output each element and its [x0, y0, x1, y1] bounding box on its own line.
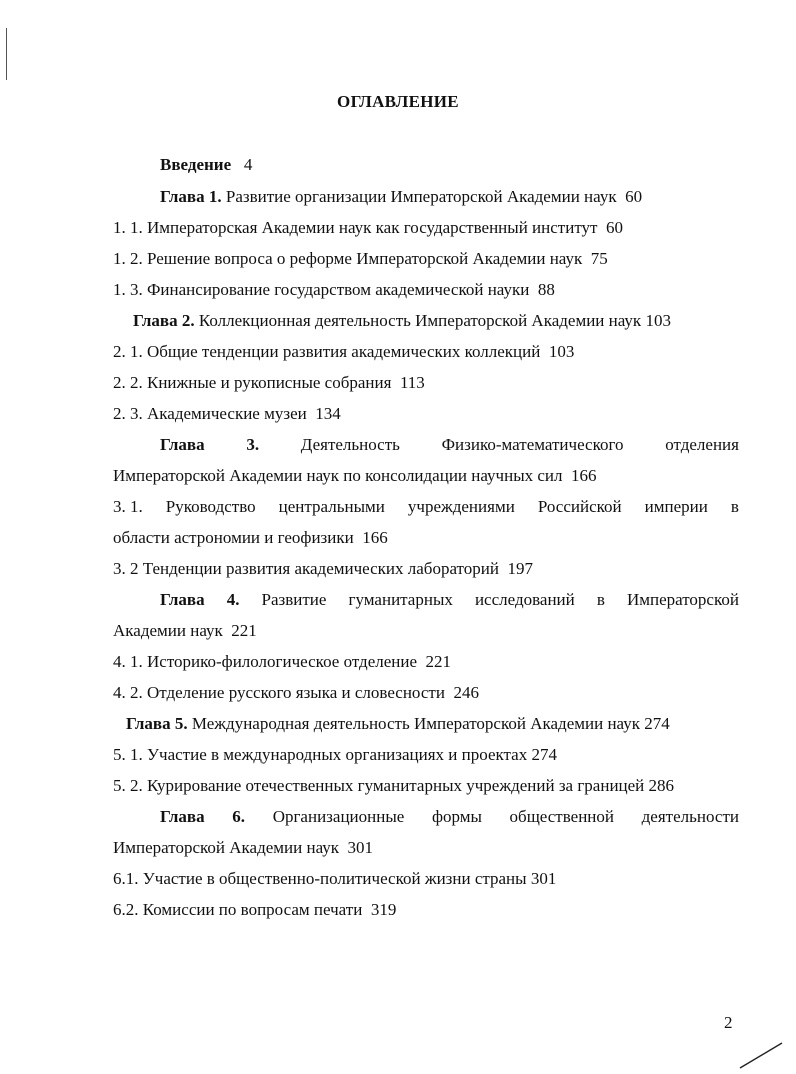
toc-entry-chapter-6 [160, 807, 739, 827]
toc-3-1-word-3: центральными [278, 497, 385, 516]
toc-entry-intro [160, 155, 739, 175]
toc-3-2-page: 197 [507, 559, 533, 578]
toc-ch2-page: 103 [645, 311, 671, 330]
toc-ch6-page: 301 [347, 838, 374, 857]
toc-ch3-word-5: отделения [665, 435, 739, 454]
toc-ch3-word-1: Глава [160, 435, 205, 454]
toc-entry-chapter-2 [133, 311, 739, 331]
toc-ch5-text: Международная деятельность Императорской Академии наук [191, 714, 640, 733]
toc-ch6-word-6: деятельности [641, 807, 739, 826]
toc-6-2-page: 319 [370, 900, 397, 919]
toc-entry-1-2 [113, 249, 739, 269]
toc-1-2-page: 75 [590, 249, 608, 268]
toc-3-1-word-7: в [730, 497, 739, 516]
toc-4-2-page: 246 [453, 683, 479, 702]
toc-ch3-line2: Императорской Академии наук по консолидации научных сил [113, 466, 563, 485]
toc-3-1-page: 166 [362, 528, 388, 547]
toc-ch6-word-4: формы [431, 807, 482, 826]
toc-2-3-text: 2. 3. Академические музеи [113, 404, 307, 423]
toc-entry-1-1 [113, 218, 739, 238]
toc-2-1-text: 2. 1. Общие тенденции развития академических коллекций [113, 342, 541, 361]
toc-ch6-line2: Императорской Академии наук [113, 838, 340, 857]
toc-ch4-word-5: исследований [474, 590, 575, 609]
toc-ch6-word-5: общественной [509, 807, 614, 826]
toc-5-2-page: 286 [648, 776, 675, 795]
toc-entry-chapter-4-cont [113, 621, 739, 641]
toc-ch4-page: 221 [231, 621, 257, 640]
toc-entry-chapter-4 [160, 590, 739, 610]
toc-ch3-word-3: Деятельность [300, 435, 400, 454]
toc-2-2-text: 2. 2. Книжные и рукописные собрания [113, 373, 392, 392]
toc-ch1-page: 60 [625, 187, 643, 206]
toc-6-2-text: 6.2. Комиссии по вопросам печати [113, 900, 363, 919]
toc-ch4-word-7: Императорской [626, 590, 739, 609]
toc-6-1-text: 6.1. Участие в общественно-политической жизни страны [113, 869, 527, 888]
toc-ch3-word-4: Физико-математического [441, 435, 624, 454]
toc-1-2-text: 1. 2. Решение вопроса о реформе Императорской Академии наук [113, 249, 583, 268]
margin-mark [6, 28, 7, 80]
toc-2-2-page: 113 [399, 373, 425, 392]
toc-3-1-word-1: 3. 1. [113, 497, 143, 516]
toc-ch1-label: Глава 1. [160, 187, 222, 206]
toc-entry-3-1 [113, 497, 739, 517]
toc-3-2-text: 3. 2 Тенденции развития академических лабораторий [113, 559, 499, 578]
toc-5-2-text: 5. 2. Курирование отечественных гуманитарных учреждений за границей [113, 776, 645, 795]
toc-entry-chapter-3-cont [113, 466, 739, 486]
toc-1-3-page: 88 [537, 280, 555, 299]
toc-ch1-text: Развитие организации Императорской Академии наук [225, 187, 617, 206]
toc-ch3-page: 166 [571, 466, 597, 485]
toc-ch3-word-2: 3. [246, 435, 260, 454]
toc-2-3-page: 134 [315, 404, 341, 423]
pen-stroke-mark [738, 1040, 786, 1070]
toc-entry-3-2 [113, 559, 739, 579]
toc-entry-3-1-cont [113, 528, 739, 548]
toc-ch6-word-1: Глава [160, 807, 205, 826]
toc-entry-6-2 [113, 900, 739, 920]
toc-entry-1-3 [113, 280, 739, 300]
toc-3-1-word-5: Российской [537, 497, 622, 516]
page-title: ОГЛАВЛЕНИЕ [337, 92, 459, 111]
toc-entry-2-1 [113, 342, 739, 362]
toc-entry-4-1 [113, 652, 739, 672]
toc-entry-chapter-6-cont [113, 838, 739, 858]
toc-ch2-text: Коллекционная деятельность Императорской Академии наук [198, 311, 642, 330]
toc-entry-chapter-5 [126, 714, 739, 734]
toc-1-1-text: 1. 1. Императорская Академии наук как государственный институт [113, 218, 598, 237]
toc-ch6-word-2: 6. [232, 807, 246, 826]
toc-intro-page: 4 [243, 155, 253, 174]
toc-entry-5-2 [113, 776, 739, 796]
toc-intro-label: Введение [160, 155, 232, 174]
toc-5-1-page: 274 [531, 745, 557, 764]
toc-entry-2-2 [113, 373, 739, 393]
toc-ch4-line2: Академии наук [113, 621, 223, 640]
toc-entry-5-1 [113, 745, 739, 765]
toc-3-1-word-2: Руководство [165, 497, 256, 516]
toc-entry-6-1 [113, 869, 739, 889]
toc-2-1-page: 103 [548, 342, 575, 361]
toc-ch6-word-3: Организационные [272, 807, 405, 826]
toc-3-1-word-6: империи [644, 497, 708, 516]
toc-ch4-word-3: Развитие [261, 590, 327, 609]
toc-3-1-line2: области астрономии и геофизики [113, 528, 354, 547]
toc-ch4-word-2: 4. [226, 590, 240, 609]
toc-entry-chapter-1 [160, 187, 739, 207]
toc-4-2-text: 4. 2. Отделение русского языка и словесности [113, 683, 445, 702]
toc-entry-2-3 [113, 404, 739, 424]
toc-entry-4-2 [113, 683, 739, 703]
toc-5-1-text: 5. 1. Участие в международных организациях и проектах [113, 745, 528, 764]
page-number: 2 [724, 1013, 733, 1032]
toc-ch4-word-6: в [596, 590, 605, 609]
toc-entry-chapter-3 [160, 435, 739, 455]
toc-ch5-page: 274 [644, 714, 670, 733]
toc-ch2-label: Глава 2. [133, 311, 195, 330]
toc-1-3-text: 1. 3. Финансирование государством академической науки [113, 280, 530, 299]
toc-3-1-word-4: учреждениями [407, 497, 515, 516]
toc-ch4-word-4: гуманитарных [348, 590, 453, 609]
pen-stroke-line [740, 1043, 782, 1068]
toc-4-1-text: 4. 1. Историко-филологическое отделение [113, 652, 418, 671]
toc-6-1-page: 301 [530, 869, 557, 888]
toc-ch5-label: Глава 5. [126, 714, 188, 733]
toc-ch4-word-1: Глава [160, 590, 205, 609]
toc-4-1-page: 221 [425, 652, 452, 671]
toc-1-1-page: 60 [605, 218, 623, 237]
